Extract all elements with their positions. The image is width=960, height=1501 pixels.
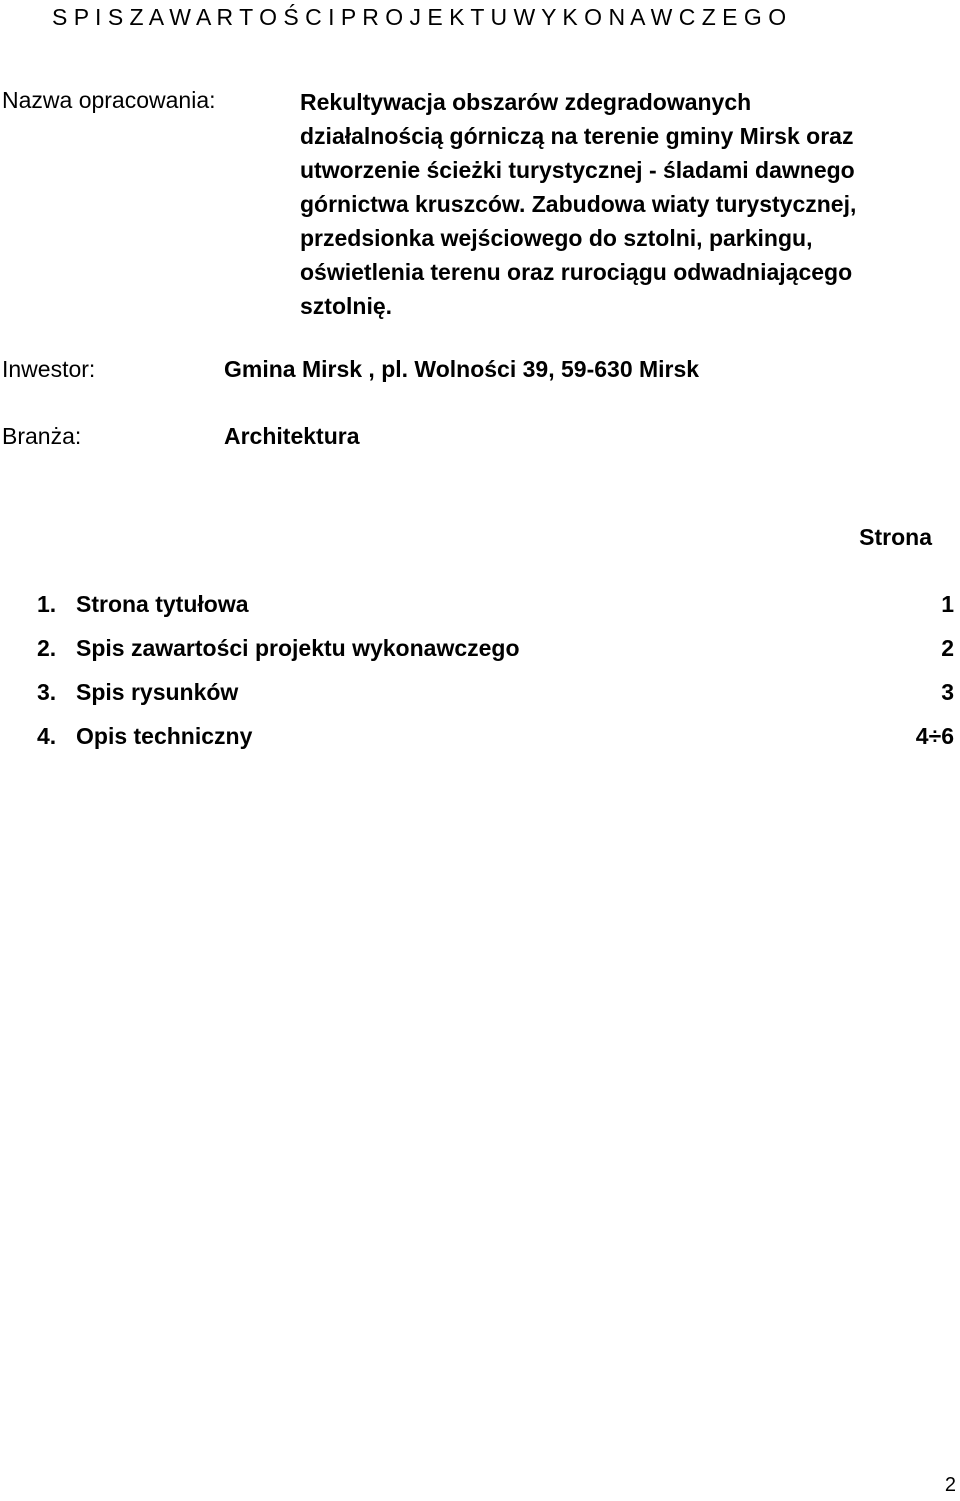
toc-title: Opis techniczny xyxy=(76,723,253,749)
toc-title: Spis rysunków xyxy=(76,679,239,705)
name-line: sztolnię. xyxy=(300,293,393,319)
toc-row xyxy=(0,721,960,765)
investor-label: Inwestor: xyxy=(2,356,96,382)
toc-number: 2. xyxy=(37,635,57,661)
branch-value: Architektura xyxy=(224,423,360,449)
document-title: S P I S Z A W A R T O Ś C I P R O J E K T U W Y K O N A W C Z E G O xyxy=(52,4,787,30)
toc-number: 3. xyxy=(37,679,57,705)
toc-number: 1. xyxy=(37,591,57,617)
name-line: przedsionka wejściowego do sztolni, parkingu, xyxy=(300,225,813,251)
toc-page: 2 xyxy=(941,635,954,661)
name-label: Nazwa opracowania: xyxy=(2,87,216,113)
toc-title: Strona tytułowa xyxy=(76,591,249,617)
name-line: działalnością górniczą na terenie gminy Mirsk oraz xyxy=(300,123,854,149)
toc-page: 3 xyxy=(941,679,954,705)
investor-value: Gmina Mirsk , pl. Wolności 39, 59-630 Mirsk xyxy=(224,356,700,382)
toc-number: 4. xyxy=(37,723,57,749)
toc-page: 4÷6 xyxy=(915,723,954,749)
toc-row xyxy=(0,633,960,677)
table-of-contents xyxy=(0,589,960,765)
name-line: oświetlenia terenu oraz rurociągu odwadniającego xyxy=(300,259,853,285)
toc-row xyxy=(0,589,960,633)
toc-page: 1 xyxy=(941,591,954,617)
branch-label: Branża: xyxy=(2,423,82,449)
page-number: 2 xyxy=(944,1474,956,1496)
toc-title: Spis zawartości projektu wykonawczego xyxy=(76,635,520,661)
name-value xyxy=(300,85,856,323)
toc-row xyxy=(0,677,960,721)
page-column-header: Strona xyxy=(859,524,932,550)
name-line: Rekultywacja obszarów zdegradowanych xyxy=(300,89,752,115)
name-line: górnictwa kruszców. Zabudowa wiaty turystycznej, xyxy=(300,191,857,217)
name-line: utworzenie ścieżki turystycznej - śladami dawnego xyxy=(300,157,855,183)
